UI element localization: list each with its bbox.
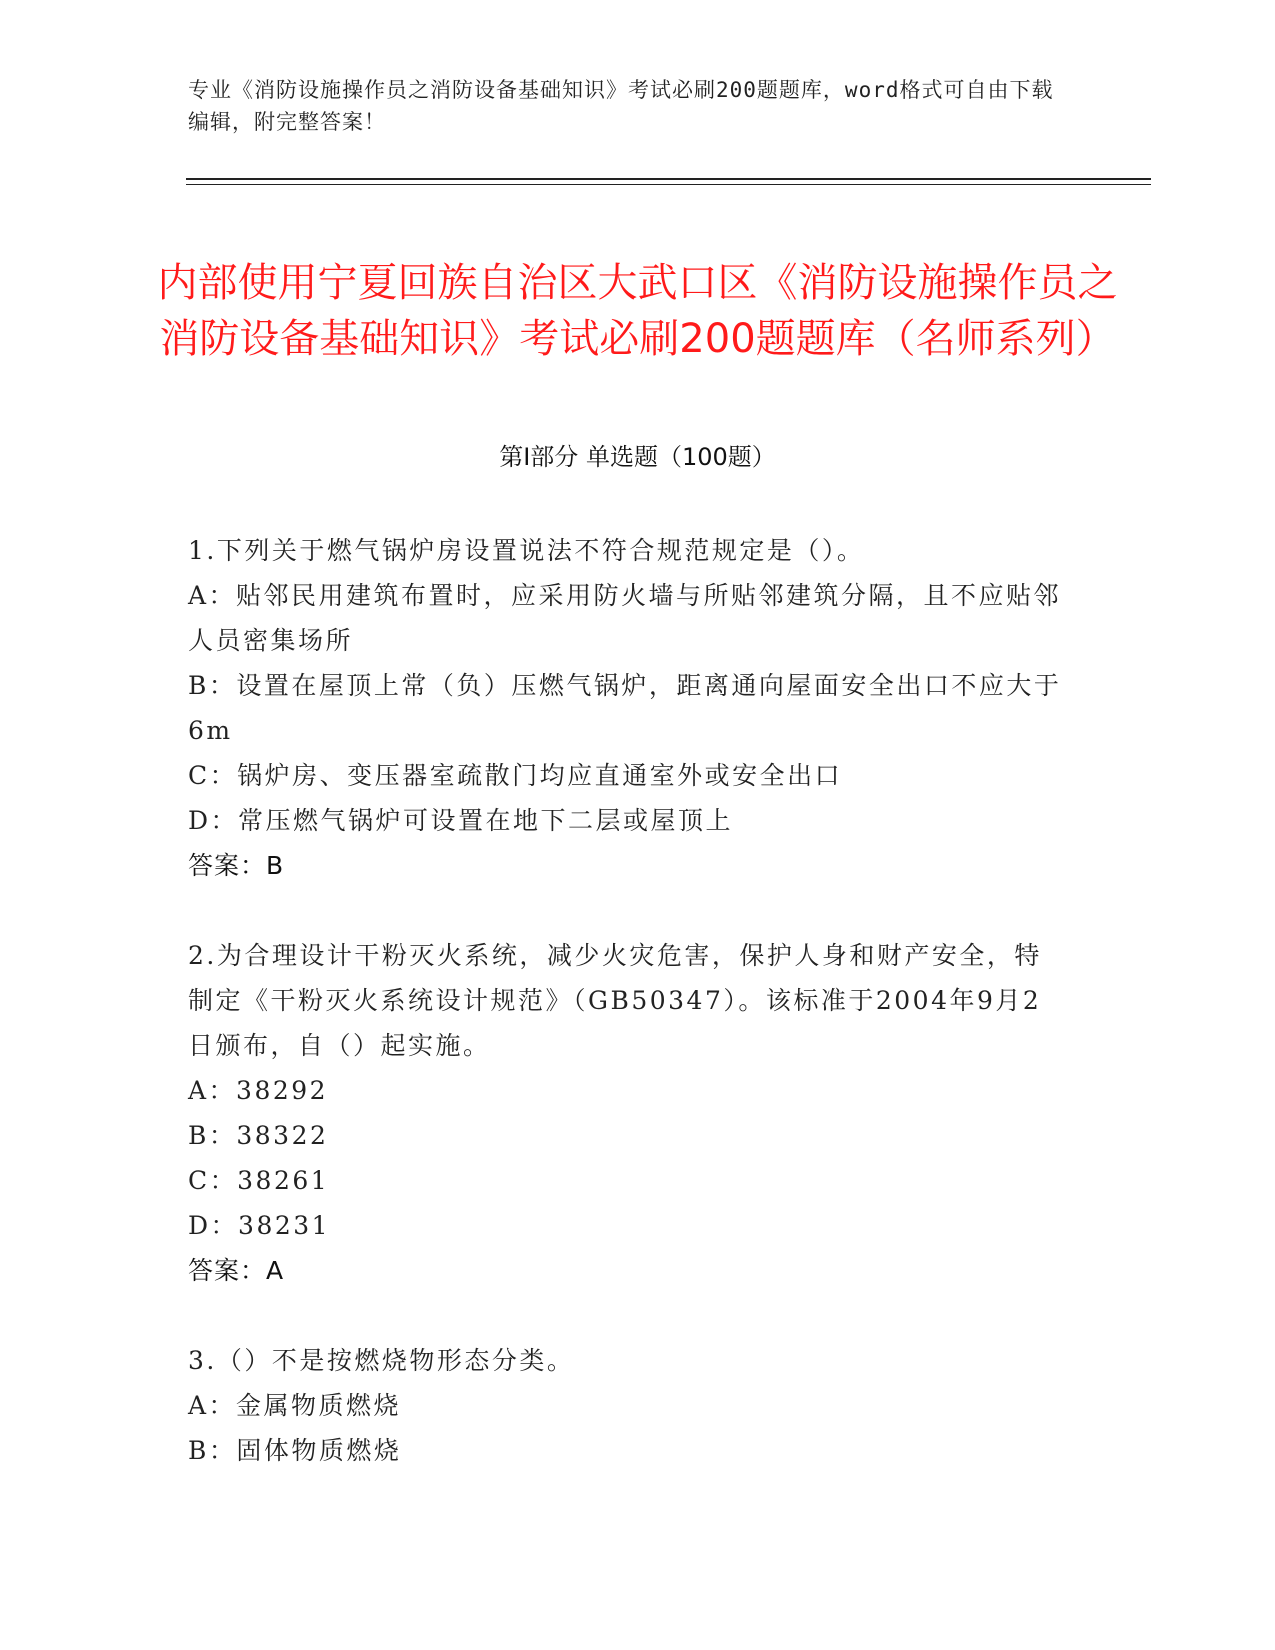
option-a: A：金属物质燃烧 (188, 1391, 402, 1420)
question-1 (188, 528, 1068, 888)
option-b: B：38322 (188, 1121, 329, 1150)
question-stem: 2.为合理设计干粉灭火系统，减少火灾危害，保护人身和财产安全，特制定《干粉灭火系统设计规范》（GB50347）。该标准于2004年9月2日颁布，自（）起实施。 (188, 941, 1042, 1060)
question-3 (188, 1338, 1068, 1473)
option-b: B：固体物质燃烧 (188, 1436, 402, 1465)
option-a: A：38292 (188, 1076, 329, 1105)
option-c: C：锅炉房、变压器室疏散门均应直通室外或安全出口 (188, 761, 843, 790)
option-a: A：贴邻民用建筑布置时，应采用防火墙与所贴邻建筑分隔，且不应贴邻人员密集场所 (188, 581, 1062, 655)
section-heading: 第Ⅰ部分 单选题（100题） (499, 443, 776, 471)
question-stem: 3.（）不是按燃烧物形态分类。 (188, 1346, 575, 1375)
answer-label: 答案：B (188, 851, 285, 880)
question-list (188, 528, 1068, 1518)
document-title: 内部使用宁夏回族自治区大武口区《消防设施操作员之消防设备基础知识》考试必刷200题题库（名师系列） (157, 259, 1118, 362)
option-c: C：38261 (188, 1166, 330, 1195)
intro-text: 专业《消防设施操作员之消防设备基础知识》考试必刷200题题库，word格式可自由下载编辑，附完整答案！ (188, 78, 1054, 134)
question-stem: 1.下列关于燃气锅炉房设置说法不符合规范规定是（）。 (188, 536, 865, 565)
header-divider-thin (186, 184, 1151, 185)
header-divider-thick (186, 178, 1151, 180)
option-d: D：38231 (188, 1211, 331, 1240)
option-b: B：设置在屋顶上常（负）压燃气锅炉，距离通向屋面安全出口不应大于6m (188, 671, 1062, 745)
question-2 (188, 933, 1068, 1293)
answer-label: 答案：A (188, 1256, 285, 1285)
option-d: D：常压燃气锅炉可设置在地下二层或屋顶上 (188, 806, 734, 835)
